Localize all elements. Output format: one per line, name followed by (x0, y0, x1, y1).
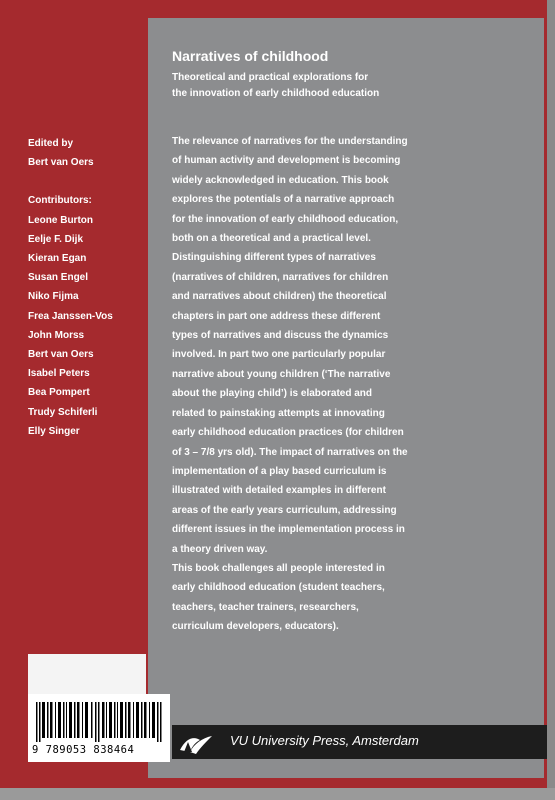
description-line: both on a theoretical and a practical level. (172, 233, 371, 245)
contributor-name: Susan Engel (28, 272, 89, 284)
description-line: for the innovation of early childhood education, (172, 213, 399, 225)
credits-column (28, 134, 113, 441)
contributors-label: Contributors: (28, 195, 92, 207)
contributor-name: Niko Fijma (28, 291, 79, 303)
description-line: explores the potentials of a narrative approach (172, 194, 395, 206)
description-line: early childhood education practices (for children (172, 427, 404, 439)
contributor-name: Kieran Egan (28, 253, 87, 265)
contributor-name: Bea Pompert (28, 387, 90, 399)
contributor-name: Bert van Oers (28, 349, 94, 361)
subtitle-line: Theoretical and practical explorations for (172, 72, 369, 83)
description-line: (narratives of children, narratives for children (172, 271, 389, 283)
contributor-name: Trudy Schiferli (28, 406, 98, 418)
book-subtitle (172, 70, 532, 102)
description-line: This book challenges all people interested in (172, 562, 385, 574)
description-line: narrative about young children (‘The narrative (172, 368, 391, 380)
description-line: early childhood education (student teachers, (172, 582, 385, 594)
barcode-label (28, 694, 170, 762)
description-line: illustrated with detailed examples in different (172, 485, 386, 497)
subtitle-line: the innovation of early childhood education (172, 88, 380, 99)
description-line: different issues in the implementation process in (172, 524, 405, 536)
page-edge-bottom (0, 788, 555, 800)
description-line: widely acknowledged in education. This book (172, 174, 389, 186)
contributor-name: Leone Burton (28, 214, 93, 226)
description-line: teachers, teacher trainers, researchers, (172, 601, 359, 613)
page-edge-right (547, 0, 555, 800)
description-line: about the playing child’) is elaborated and (172, 388, 373, 400)
description-line: and narratives about children) the theoretical (172, 291, 387, 303)
barcode-icon (36, 702, 162, 742)
description-line: Distinguishing different types of narratives (172, 252, 376, 264)
edited-by-label: Edited by (28, 138, 74, 149)
description-line: involved. In part two one particularly popular (172, 349, 386, 361)
description-line: curriculum developers, educators). (172, 621, 339, 633)
contributor-name: John Morss (28, 329, 85, 341)
description-line: of human activity and development is becoming (172, 155, 401, 167)
price-sticker-area (28, 654, 146, 694)
contributor-name: Isabel Peters (28, 368, 90, 380)
publisher-name: VU University Press, Amsterdam (230, 733, 419, 748)
description-line: of 3 – 7/8 yrs old). The impact of narratives on the (172, 446, 408, 458)
contributor-name: Frea Janssen-Vos (28, 310, 113, 322)
description-line: areas of the early years curriculum, addressing (172, 504, 397, 516)
contributor-name: Eelje F. Dijk (28, 233, 84, 245)
publisher-logo-icon (176, 728, 216, 756)
description-line: related to painstaking attempts at innovating (172, 407, 385, 419)
description-line: The relevance of narratives for the understanding (172, 136, 408, 147)
contributor-name: Elly Singer (28, 425, 80, 437)
isbn-number: 9 789053 838464 (32, 744, 135, 756)
description-line: chapters in part one address these different (172, 310, 381, 322)
description-line: types of narratives and discuss the dynamics (172, 330, 389, 342)
editor-name: Bert van Oers (28, 157, 94, 169)
publisher-bar (172, 725, 555, 759)
book-title: Narratives of childhood (172, 48, 329, 64)
book-description (172, 132, 532, 637)
description-line: implementation of a play based curriculum is (172, 465, 387, 477)
description-line: a theory driven way. (172, 543, 268, 555)
